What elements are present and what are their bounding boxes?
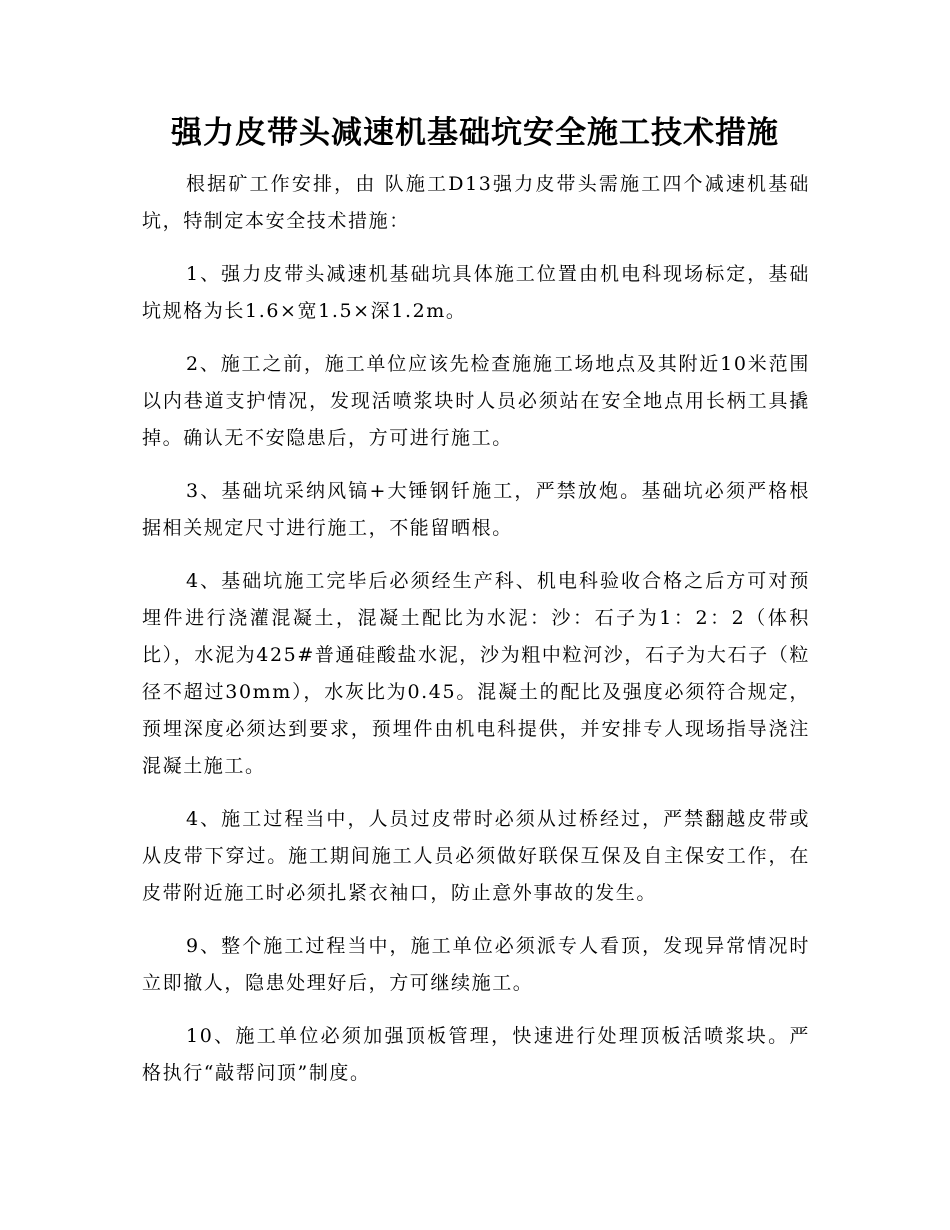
paragraph-item-2: 2、施工之前，施工单位应该先检查施施工场地点及其附近10米范围以内巷道支护情况，发现活喷浆块时人员必须站在安全地点用长柄工具撬掉。确认无不安隐患后，方可进行施工。 xyxy=(142,353,810,449)
paragraph-item-4a: 4、基础坑施工完毕后必须经生产科、机电科验收合格之后方可对预埋件进行浇灌混凝土，混凝土配比为水泥：沙：石子为1：2：2（体积比），水泥为425#普通硅酸盐水泥，沙为粗中粒河沙，石子为大石子（粒径不超过30mm），水灰比为0.45。混凝土的配比及强度必须符合规定，预埋深度必须达到要求，预埋件由机电科提供，并安排专人现场指导浇注混凝土施工。 xyxy=(142,570,810,777)
paragraph-intro: 根据矿工作安排，由 队施工D13强力皮带头需施工四个减速机基础坑，特制定本安全技术措施： xyxy=(142,173,810,232)
paragraph-item-10: 10、施工单位必须加强顶板管理，快速进行处理顶板活喷浆块。严格执行“敲帮问顶”制度。 xyxy=(142,1025,810,1084)
document-body xyxy=(142,166,810,1108)
paragraph-item-1: 1、强力皮带头减速机基础坑具体施工位置由机电科现场标定，基础坑规格为长1.6×宽1.5×深1.2m。 xyxy=(142,263,810,322)
paragraph-item-4b: 4、施工过程当中，人员过皮带时必须从过桥经过，严禁翻越皮带或从皮带下穿过。施工期间施工人员必须做好联保互保及自主保安工作，在皮带附近施工时必须扎紧衣袖口，防止意外事故的发生。 xyxy=(142,808,810,904)
paragraph-item-9: 9、整个施工过程当中，施工单位必须派专人看顶，发现异常情况时立即撤人，隐患处理好后，方可继续施工。 xyxy=(142,935,810,994)
paragraph-item-3: 3、基础坑采纳风镐+大锤钢钎施工，严禁放炮。基础坑必须严格根据相关规定尺寸进行施工，不能留晒根。 xyxy=(142,480,810,539)
document-title: 强力皮带头减速机基础坑安全施工技术措施 xyxy=(171,115,779,151)
